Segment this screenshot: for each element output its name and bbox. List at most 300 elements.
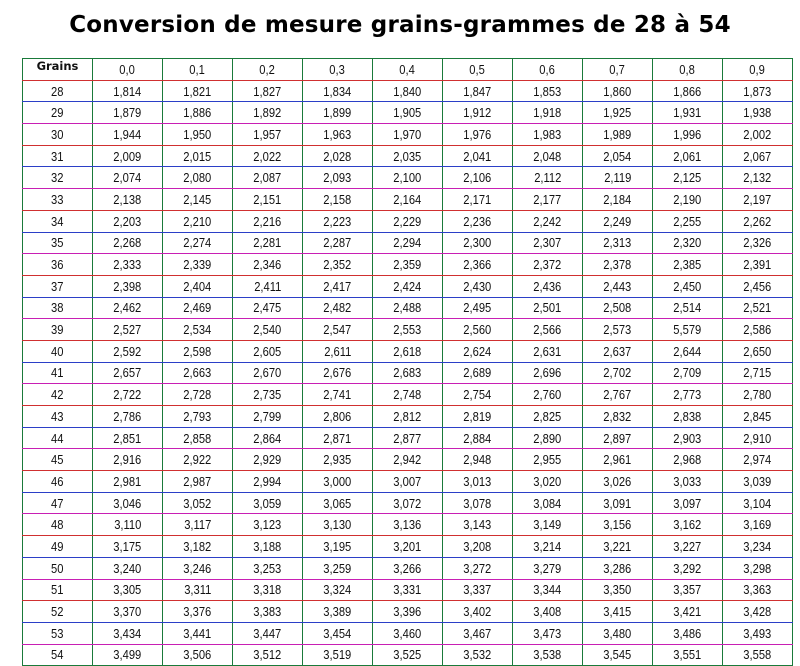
gram-value-cell: 2,385: [653, 254, 723, 276]
gram-value-cell: 2,255: [653, 210, 723, 232]
grains-cell: 39: [23, 319, 93, 341]
gram-value-cell: 3,305: [93, 579, 163, 601]
gram-value-cell: 2,845: [723, 406, 793, 428]
gram-value-cell: 3,052: [163, 492, 233, 514]
grains-cell: 40: [23, 340, 93, 362]
gram-value-cell: 3,149: [513, 514, 583, 536]
gram-value-cell: 1,860: [583, 80, 653, 102]
gram-value-cell: 1,918: [513, 102, 583, 124]
gram-value-cell: 3,208: [443, 536, 513, 558]
gram-value-cell: 1,957: [233, 124, 303, 146]
grains-cell: 33: [23, 189, 93, 211]
gram-value-cell: 1,886: [163, 102, 233, 124]
gram-value-cell: 2,132: [723, 167, 793, 189]
gram-value-cell: 2,430: [443, 275, 513, 297]
gram-value-cell: 2,378: [583, 254, 653, 276]
table-row: [23, 449, 793, 471]
gram-value-cell: 1,944: [93, 124, 163, 146]
gram-value-cell: 2,495: [443, 297, 513, 319]
gram-value-cell: 2,190: [653, 189, 723, 211]
gram-value-cell: 2,274: [163, 232, 233, 254]
gram-value-cell: 2,657: [93, 362, 163, 384]
gram-value-cell: 2,106: [443, 167, 513, 189]
gram-value-cell: 3,428: [723, 601, 793, 623]
gram-value-cell: 3,091: [583, 492, 653, 514]
gram-value-cell: 2,903: [653, 427, 723, 449]
grains-column-header: Grains: [23, 59, 93, 81]
table-row: [23, 471, 793, 493]
gram-value-cell: 2,825: [513, 406, 583, 428]
gram-value-cell: 2,553: [373, 319, 443, 341]
gram-value-cell: 2,151: [233, 189, 303, 211]
table-row: [23, 254, 793, 276]
gram-value-cell: 2,611: [303, 340, 373, 362]
gram-value-cell: 2,948: [443, 449, 513, 471]
gram-value-cell: 2,897: [583, 427, 653, 449]
gram-value-cell: 2,961: [583, 449, 653, 471]
table-row: [23, 124, 793, 146]
gram-value-cell: 1,892: [233, 102, 303, 124]
gram-value-cell: 3,013: [443, 471, 513, 493]
gram-value-cell: 2,035: [373, 145, 443, 167]
gram-value-cell: 2,164: [373, 189, 443, 211]
gram-value-cell: 1,989: [583, 124, 653, 146]
grains-cell: 28: [23, 80, 93, 102]
gram-value-cell: 1,963: [303, 124, 373, 146]
gram-value-cell: 2,015: [163, 145, 233, 167]
gram-value-cell: 3,370: [93, 601, 163, 623]
column-header: 0,0: [93, 59, 163, 81]
gram-value-cell: 1,996: [653, 124, 723, 146]
gram-value-cell: 2,145: [163, 189, 233, 211]
gram-value-cell: 2,197: [723, 189, 793, 211]
grains-cell: 45: [23, 449, 93, 471]
gram-value-cell: 2,722: [93, 384, 163, 406]
gram-value-cell: 1,905: [373, 102, 443, 124]
gram-value-cell: 2,125: [653, 167, 723, 189]
gram-value-cell: 2,624: [443, 340, 513, 362]
gram-value-cell: 2,210: [163, 210, 233, 232]
gram-value-cell: 2,786: [93, 406, 163, 428]
gram-value-cell: 2,955: [513, 449, 583, 471]
gram-value-cell: 2,417: [303, 275, 373, 297]
gram-value-cell: 3,292: [653, 557, 723, 579]
gram-value-cell: 3,123: [233, 514, 303, 536]
gram-value-cell: 2,877: [373, 427, 443, 449]
grains-cell: 53: [23, 622, 93, 644]
page-title: Conversion de mesure grains-grammes de 28 à 54: [69, 12, 731, 38]
gram-value-cell: 3,551: [653, 644, 723, 666]
gram-value-cell: 2,540: [233, 319, 303, 341]
table-row: [23, 102, 793, 124]
gram-value-cell: 3,383: [233, 601, 303, 623]
gram-value-cell: 3,363: [723, 579, 793, 601]
gram-value-cell: 3,234: [723, 536, 793, 558]
grains-cell: 49: [23, 536, 93, 558]
gram-value-cell: 2,650: [723, 340, 793, 362]
gram-value-cell: 2,339: [163, 254, 233, 276]
gram-value-cell: 1,912: [443, 102, 513, 124]
table-row: [23, 557, 793, 579]
gram-value-cell: 2,112: [513, 167, 583, 189]
grains-cell: 35: [23, 232, 93, 254]
gram-value-cell: 2,514: [653, 297, 723, 319]
gram-value-cell: 3,447: [233, 622, 303, 644]
gram-value-cell: 3,344: [513, 579, 583, 601]
gram-value-cell: 3,246: [163, 557, 233, 579]
grains-cell: 51: [23, 579, 93, 601]
gram-value-cell: 2,307: [513, 232, 583, 254]
table-row: [23, 644, 793, 666]
gram-value-cell: 2,631: [513, 340, 583, 362]
gram-value-cell: 2,715: [723, 362, 793, 384]
gram-value-cell: 2,670: [233, 362, 303, 384]
table-row: [23, 145, 793, 167]
gram-value-cell: 2,359: [373, 254, 443, 276]
gram-value-cell: 2,469: [163, 297, 233, 319]
gram-value-cell: 3,156: [583, 514, 653, 536]
grains-cell: 42: [23, 384, 93, 406]
grains-cell: 38: [23, 297, 93, 319]
gram-value-cell: 3,545: [583, 644, 653, 666]
gram-value-cell: 1,873: [723, 80, 793, 102]
gram-value-cell: 2,799: [233, 406, 303, 428]
column-header: 0,6: [513, 59, 583, 81]
gram-value-cell: 3,298: [723, 557, 793, 579]
gram-value-cell: 3,169: [723, 514, 793, 536]
gram-value-cell: 2,754: [443, 384, 513, 406]
gram-value-cell: 3,188: [233, 536, 303, 558]
gram-value-cell: 2,987: [163, 471, 233, 493]
gram-value-cell: 2,346: [233, 254, 303, 276]
gram-value-cell: 3,389: [303, 601, 373, 623]
gram-value-cell: 3,324: [303, 579, 373, 601]
column-header: 0,5: [443, 59, 513, 81]
grains-cell: 41: [23, 362, 93, 384]
grains-cell: 43: [23, 406, 93, 428]
gram-value-cell: 2,676: [303, 362, 373, 384]
gram-value-cell: 2,242: [513, 210, 583, 232]
gram-value-cell: 3,253: [233, 557, 303, 579]
table-row: [23, 340, 793, 362]
gram-value-cell: 2,728: [163, 384, 233, 406]
gram-value-cell: 1,853: [513, 80, 583, 102]
gram-value-cell: 3,143: [443, 514, 513, 536]
gram-value-cell: 1,931: [653, 102, 723, 124]
gram-value-cell: 3,318: [233, 579, 303, 601]
grains-cell: 34: [23, 210, 93, 232]
gram-value-cell: 2,709: [653, 362, 723, 384]
gram-value-cell: 2,812: [373, 406, 443, 428]
gram-value-cell: 2,138: [93, 189, 163, 211]
gram-value-cell: 2,521: [723, 297, 793, 319]
grains-cell: 36: [23, 254, 93, 276]
gram-value-cell: 2,067: [723, 145, 793, 167]
gram-value-cell: 2,547: [303, 319, 373, 341]
gram-value-cell: 2,981: [93, 471, 163, 493]
gram-value-cell: 2,313: [583, 232, 653, 254]
gram-value-cell: 3,441: [163, 622, 233, 644]
gram-value-cell: 2,074: [93, 167, 163, 189]
gram-value-cell: 2,456: [723, 275, 793, 297]
table-row: [23, 622, 793, 644]
gram-value-cell: 3,266: [373, 557, 443, 579]
gram-value-cell: 3,007: [373, 471, 443, 493]
gram-value-cell: 2,566: [513, 319, 583, 341]
gram-value-cell: 3,201: [373, 536, 443, 558]
table-row: [23, 210, 793, 232]
gram-value-cell: 1,938: [723, 102, 793, 124]
gram-value-cell: 3,039: [723, 471, 793, 493]
gram-value-cell: 1,976: [443, 124, 513, 146]
gram-value-cell: 3,097: [653, 492, 723, 514]
gram-value-cell: 2,819: [443, 406, 513, 428]
gram-value-cell: 2,119: [583, 167, 653, 189]
gram-value-cell: 2,223: [303, 210, 373, 232]
gram-value-cell: 3,033: [653, 471, 723, 493]
gram-value-cell: 2,702: [583, 362, 653, 384]
gram-value-cell: 2,663: [163, 362, 233, 384]
gram-value-cell: 2,398: [93, 275, 163, 297]
gram-value-cell: 2,229: [373, 210, 443, 232]
gram-value-cell: 2,501: [513, 297, 583, 319]
gram-value-cell: 2,087: [233, 167, 303, 189]
gram-value-cell: 2,605: [233, 340, 303, 362]
gram-value-cell: 3,408: [513, 601, 583, 623]
gram-value-cell: 2,942: [373, 449, 443, 471]
gram-value-cell: 2,366: [443, 254, 513, 276]
grains-cell: 32: [23, 167, 93, 189]
gram-value-cell: 2,028: [303, 145, 373, 167]
gram-value-cell: 2,236: [443, 210, 513, 232]
gram-value-cell: 2,326: [723, 232, 793, 254]
grains-cell: 29: [23, 102, 93, 124]
gram-value-cell: 1,821: [163, 80, 233, 102]
gram-value-cell: 3,421: [653, 601, 723, 623]
gram-value-cell: 2,586: [723, 319, 793, 341]
gram-value-cell: 3,279: [513, 557, 583, 579]
gram-value-cell: 2,534: [163, 319, 233, 341]
gram-value-cell: 2,851: [93, 427, 163, 449]
table-row: [23, 536, 793, 558]
gram-value-cell: 2,061: [653, 145, 723, 167]
gram-value-cell: 3,473: [513, 622, 583, 644]
gram-value-cell: 3,350: [583, 579, 653, 601]
gram-value-cell: 3,506: [163, 644, 233, 666]
grains-cell: 30: [23, 124, 93, 146]
gram-value-cell: 2,968: [653, 449, 723, 471]
gram-value-cell: 1,814: [93, 80, 163, 102]
gram-value-cell: 2,683: [373, 362, 443, 384]
table-row: [23, 362, 793, 384]
gram-value-cell: 2,009: [93, 145, 163, 167]
column-header: 0,3: [303, 59, 373, 81]
gram-value-cell: 2,598: [163, 340, 233, 362]
gram-value-cell: 3,538: [513, 644, 583, 666]
gram-value-cell: 3,402: [443, 601, 513, 623]
grains-cell: 47: [23, 492, 93, 514]
gram-value-cell: 1,827: [233, 80, 303, 102]
gram-value-cell: 3,026: [583, 471, 653, 493]
table-row: [23, 427, 793, 449]
gram-value-cell: 2,002: [723, 124, 793, 146]
gram-value-cell: 3,499: [93, 644, 163, 666]
table-row: [23, 80, 793, 102]
gram-value-cell: 1,950: [163, 124, 233, 146]
gram-value-cell: 2,832: [583, 406, 653, 428]
gram-value-cell: 3,512: [233, 644, 303, 666]
gram-value-cell: 3,162: [653, 514, 723, 536]
gram-value-cell: 3,532: [443, 644, 513, 666]
gram-value-cell: 1,840: [373, 80, 443, 102]
column-header: 0,4: [373, 59, 443, 81]
gram-value-cell: 3,182: [163, 536, 233, 558]
conversion-table: [22, 58, 793, 666]
gram-value-cell: 2,352: [303, 254, 373, 276]
gram-value-cell: 3,136: [373, 514, 443, 536]
gram-value-cell: 2,048: [513, 145, 583, 167]
gram-value-cell: 2,935: [303, 449, 373, 471]
gram-value-cell: 3,434: [93, 622, 163, 644]
gram-value-cell: 2,806: [303, 406, 373, 428]
gram-value-cell: 1,847: [443, 80, 513, 102]
gram-value-cell: 2,262: [723, 210, 793, 232]
gram-value-cell: 3,240: [93, 557, 163, 579]
gram-value-cell: 3,104: [723, 492, 793, 514]
column-header: 0,8: [653, 59, 723, 81]
grains-cell: 52: [23, 601, 93, 623]
gram-value-cell: 2,560: [443, 319, 513, 341]
column-header: 0,2: [233, 59, 303, 81]
gram-value-cell: 2,424: [373, 275, 443, 297]
gram-value-cell: 3,480: [583, 622, 653, 644]
gram-value-cell: 2,637: [583, 340, 653, 362]
gram-value-cell: 2,184: [583, 189, 653, 211]
gram-value-cell: 2,618: [373, 340, 443, 362]
gram-value-cell: 3,059: [233, 492, 303, 514]
gram-value-cell: 3,078: [443, 492, 513, 514]
gram-value-cell: 2,644: [653, 340, 723, 362]
grains-cell: 48: [23, 514, 93, 536]
gram-value-cell: 2,773: [653, 384, 723, 406]
gram-value-cell: 2,281: [233, 232, 303, 254]
gram-value-cell: 3,454: [303, 622, 373, 644]
gram-value-cell: 3,460: [373, 622, 443, 644]
table-row: [23, 492, 793, 514]
table-row: [23, 514, 793, 536]
gram-value-cell: 3,286: [583, 557, 653, 579]
column-header: 0,1: [163, 59, 233, 81]
gram-value-cell: 1,834: [303, 80, 373, 102]
gram-value-cell: 2,372: [513, 254, 583, 276]
gram-value-cell: 2,527: [93, 319, 163, 341]
gram-value-cell: 2,864: [233, 427, 303, 449]
gram-value-cell: 2,488: [373, 297, 443, 319]
table-row: [23, 297, 793, 319]
gram-value-cell: 3,227: [653, 536, 723, 558]
gram-value-cell: 3,493: [723, 622, 793, 644]
gram-value-cell: 2,411: [233, 275, 303, 297]
gram-value-cell: 2,054: [583, 145, 653, 167]
gram-value-cell: 3,525: [373, 644, 443, 666]
gram-value-cell: 3,311: [163, 579, 233, 601]
gram-value-cell: 2,735: [233, 384, 303, 406]
gram-value-cell: 3,376: [163, 601, 233, 623]
gram-value-cell: 3,000: [303, 471, 373, 493]
gram-value-cell: 3,357: [653, 579, 723, 601]
table-row: [23, 319, 793, 341]
gram-value-cell: 2,884: [443, 427, 513, 449]
gram-value-cell: 3,221: [583, 536, 653, 558]
gram-value-cell: 2,910: [723, 427, 793, 449]
gram-value-cell: 2,748: [373, 384, 443, 406]
gram-value-cell: 3,020: [513, 471, 583, 493]
grains-cell: 44: [23, 427, 93, 449]
grains-cell: 31: [23, 145, 93, 167]
gram-value-cell: 5,579: [653, 319, 723, 341]
gram-value-cell: 2,100: [373, 167, 443, 189]
gram-value-cell: 2,216: [233, 210, 303, 232]
gram-value-cell: 2,838: [653, 406, 723, 428]
gram-value-cell: 1,970: [373, 124, 443, 146]
header-row: [23, 59, 793, 81]
table-row: [23, 275, 793, 297]
gram-value-cell: 2,508: [583, 297, 653, 319]
gram-value-cell: 2,929: [233, 449, 303, 471]
gram-value-cell: 3,558: [723, 644, 793, 666]
gram-value-cell: 2,871: [303, 427, 373, 449]
gram-value-cell: 2,041: [443, 145, 513, 167]
gram-value-cell: 2,171: [443, 189, 513, 211]
gram-value-cell: 1,925: [583, 102, 653, 124]
gram-value-cell: 3,331: [373, 579, 443, 601]
gram-value-cell: 1,983: [513, 124, 583, 146]
gram-value-cell: 3,130: [303, 514, 373, 536]
gram-value-cell: 2,268: [93, 232, 163, 254]
gram-value-cell: 3,467: [443, 622, 513, 644]
gram-value-cell: 3,110: [93, 514, 163, 536]
gram-value-cell: 3,046: [93, 492, 163, 514]
grains-cell: 54: [23, 644, 93, 666]
gram-value-cell: 2,890: [513, 427, 583, 449]
gram-value-cell: 3,195: [303, 536, 373, 558]
gram-value-cell: 3,272: [443, 557, 513, 579]
gram-value-cell: 2,741: [303, 384, 373, 406]
gram-value-cell: 2,443: [583, 275, 653, 297]
table-row: [23, 189, 793, 211]
gram-value-cell: 2,793: [163, 406, 233, 428]
gram-value-cell: 2,916: [93, 449, 163, 471]
gram-value-cell: 2,404: [163, 275, 233, 297]
grains-cell: 50: [23, 557, 93, 579]
gram-value-cell: 2,462: [93, 297, 163, 319]
gram-value-cell: 2,080: [163, 167, 233, 189]
gram-value-cell: 2,858: [163, 427, 233, 449]
gram-value-cell: 2,689: [443, 362, 513, 384]
gram-value-cell: 3,259: [303, 557, 373, 579]
gram-value-cell: 1,866: [653, 80, 723, 102]
gram-value-cell: 3,396: [373, 601, 443, 623]
gram-value-cell: 2,760: [513, 384, 583, 406]
gram-value-cell: 2,177: [513, 189, 583, 211]
table-row: [23, 601, 793, 623]
table-body: [23, 80, 793, 666]
gram-value-cell: 3,214: [513, 536, 583, 558]
gram-value-cell: 2,022: [233, 145, 303, 167]
gram-value-cell: 1,899: [303, 102, 373, 124]
gram-value-cell: 2,974: [723, 449, 793, 471]
gram-value-cell: 3,486: [653, 622, 723, 644]
